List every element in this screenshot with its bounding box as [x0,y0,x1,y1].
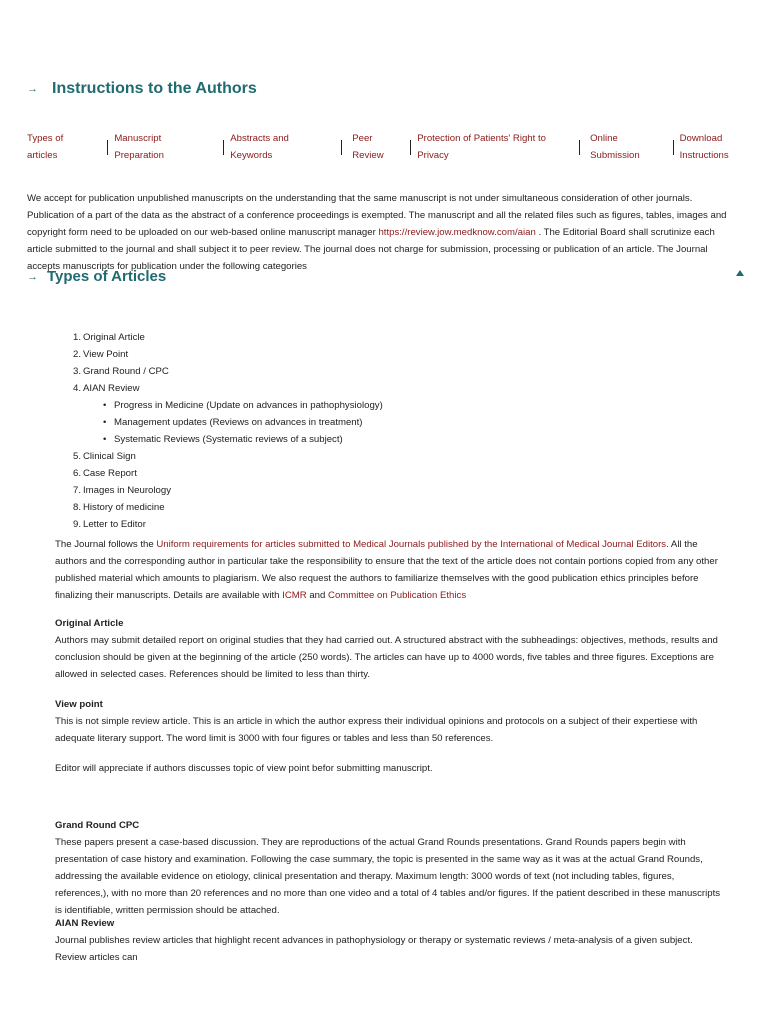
manuscript-manager-link[interactable]: https://review.jow.medknow.com/aian [378,227,536,238]
nav-divider [410,140,411,155]
list-item: 8. History of medicine [72,502,165,513]
nav-divider [579,140,580,155]
aian-review-heading: AIAN Review [55,918,115,929]
view-point-heading: View point [55,699,103,710]
bullet: • [103,400,107,411]
aian-review-section [55,915,725,966]
nav-abstracts-keywords[interactable]: Abstracts and Keywords [230,133,289,161]
nav-online-submission[interactable]: Online Submission [590,133,640,161]
view-point-section [55,696,725,747]
list-item: 5. Clinical Sign [72,451,136,462]
sub-list-item: • Management updates (Reviews on advances in treatment) [55,414,745,431]
original-article-section [55,615,725,683]
nav-divider [341,140,342,155]
sub-list-item: • Systematic Reviews (Systematic reviews of a subject) [55,431,745,448]
section-title: Types of Articles [47,268,167,285]
icmr-link[interactable]: ICMR [282,590,307,601]
nav-divider [673,140,674,155]
nav-manuscript-preparation[interactable]: Manuscript Preparation [114,133,164,161]
list-item: 4. AIAN Review [72,383,140,394]
section-nav [27,130,770,164]
article-types-list [55,329,745,533]
nav-peer-review[interactable]: Peer Review [352,133,384,161]
view-point-text: This is not simple review article. This is an article in which the author express their individual opinions and protocols on a subject of their expertiese with adequate literary support. The word limit is 3000 with four figures or tables and less than 50 references. [55,716,698,744]
nav-divider [107,140,108,155]
original-article-heading: Original Article [55,618,124,629]
list-item: 9. Letter to Editor [72,519,146,530]
arrow-right-icon: → [27,82,38,95]
arrow-right-icon: → [27,270,38,283]
cope-link[interactable]: Committee on Publication Ethics [328,590,467,601]
uniform-requirements-link[interactable]: Uniform requirements for articles submitted to Medical Journals published by the International of Medical Journal Editors. [156,539,669,550]
page-title: Instructions to the Authors [52,80,257,97]
list-item: 2. View Point [72,349,129,360]
section-heading [27,266,166,288]
nav-divider [223,140,224,155]
page-heading [27,78,257,100]
nav-types-of-articles[interactable]: Types of articles [27,133,64,161]
list-item: 7. Images in Neurology [72,485,171,496]
back-to-top-icon[interactable] [736,270,744,276]
list-item: 1. Original Article [72,332,145,343]
intro-paragraph [27,190,737,275]
list-item: 3. Grand Round / CPC [72,366,169,377]
aian-review-text: Journal publishes review articles that highlight recent advances in pathophysiology or therapy or systematic reviews / meta-analysis of a given subject. Review articles can [55,935,693,963]
intro-text: We accept for publication unpublished manuscripts on the understanding that the same manuscript is not under simultaneous consideration of other journals. Publication of a part of the data as the abstract of a conference proceedings is exempted. The manuscript and all the related files such as figures, tables, images and copyright form need to be uploaded on our web-based online manuscript manager [27,193,727,238]
bullet: • [103,434,107,445]
list-item: 6. Case Report [72,468,137,479]
original-article-text: Authors may submit detailed report on original studies that they had carried out. A structured abstract with the subheadings: objectives, methods, results and conclusion should be given at the beginning of the article (250 words). The articles can have up to 4000 words, five tables and three figures. Exceptions are allowed in selected cases. References should be limited to less than thirty. [55,635,718,680]
nav-patient-privacy[interactable]: Protection of Patients' Right to Privacy [417,133,546,161]
grand-round-heading: Grand Round CPC [55,820,140,831]
grand-round-text: These papers present a case-based discussion. They are reproductions of the actual Grand Rounds presentations. Grand Rounds papers begin with presentation of case history and examination. Following the case summary, the topic is presented in the same way as it was at the actual Grand Rounds, addressing the available evidence on etiology, clinical presentation and therapy. Maximum length: 3000 words of text (not including tables, figures, references,), with no more than 20 references and no more than one video and a total of 4 tables and/or figures. If the patient described in these manuscripts is identifiable, written permission should be attached. [55,837,721,916]
grand-round-section [55,817,725,919]
bullet: • [103,417,107,428]
nav-download-instructions[interactable]: Download Instructions [679,133,729,161]
journal-follows-paragraph: The Journal follows the Uniform requirements for articles submitted to Medical Journals published by the International of Medical Journal Editors. All the authors and the corresponding author in particular take the responsibility to ensure that the text of the article does not contain portions copied from any other published material which amounts to plagiarism. We also request the authors to familiarize themselves with the good publication ethics principles before finalizing their manuscripts. Details are available with ICMR and Committee on Publication Ethics [55,539,718,601]
view-point-note: Editor will appreciate if authors discusses topic of view point befor submitting manuscript. [55,763,433,774]
intro-text-cont: . The Editorial Board shall scrutinize each article submitted to the journal and shall subject it to peer review. The journal does not charge for submission, processing or publication of an article. The Journal accepts manuscripts for publication under the following categories [27,227,715,272]
sub-list-item: • Progress in Medicine (Update on advances in pathophysiology) [55,397,745,414]
